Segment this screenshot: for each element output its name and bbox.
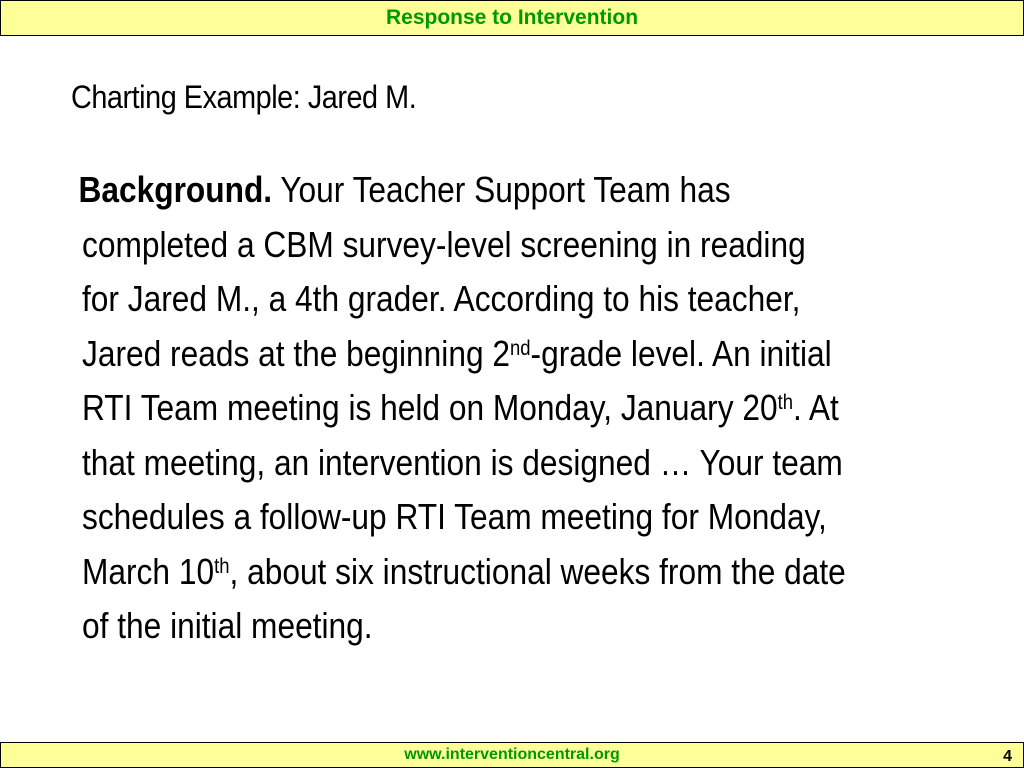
body-text-segment: . At [792,387,839,428]
body-text-segment: -grade level. An initial [530,332,832,374]
body-line [82,327,988,382]
page-number: 4 [1003,748,1012,765]
ordinal-superscript: nd [509,336,531,360]
background-label: Background. [78,169,273,210]
body-line: completed a CBM survey-level screening in reading [82,223,806,265]
body-text-segment: March 10 [82,550,215,592]
body-text-segment: Jared reads at the beginning 2 [82,332,510,374]
header-title: Response to Intervention [385,6,639,29]
body-text-segment: , about six instructional weeks from the date [229,550,846,592]
body-line: that meeting, an intervention is designed … Your team [82,441,843,483]
footer-url-link[interactable]: www.interventioncentral.org [404,746,620,763]
body-line: of the initial meeting. [82,605,373,646]
body-line: schedules a follow-up RTI Team meeting for Monday, [82,496,827,537]
footer-bar [0,742,1024,768]
header-bar [0,0,1024,36]
body-paragraph [78,163,988,654]
slide-title: Charting Example: Jared M. [71,79,417,115]
ordinal-superscript: th [777,391,793,414]
body-line: for Jared M., a 4th grader. According to his teacher, [82,278,801,319]
body-line [78,163,988,218]
body-line [82,381,988,436]
body-text-segment: RTI Team meeting is held on Monday, January 20 [82,387,778,428]
ordinal-superscript: th [214,554,230,578]
body-text-segment: Your Teacher Support Team has [272,169,731,210]
body-line [82,545,988,600]
